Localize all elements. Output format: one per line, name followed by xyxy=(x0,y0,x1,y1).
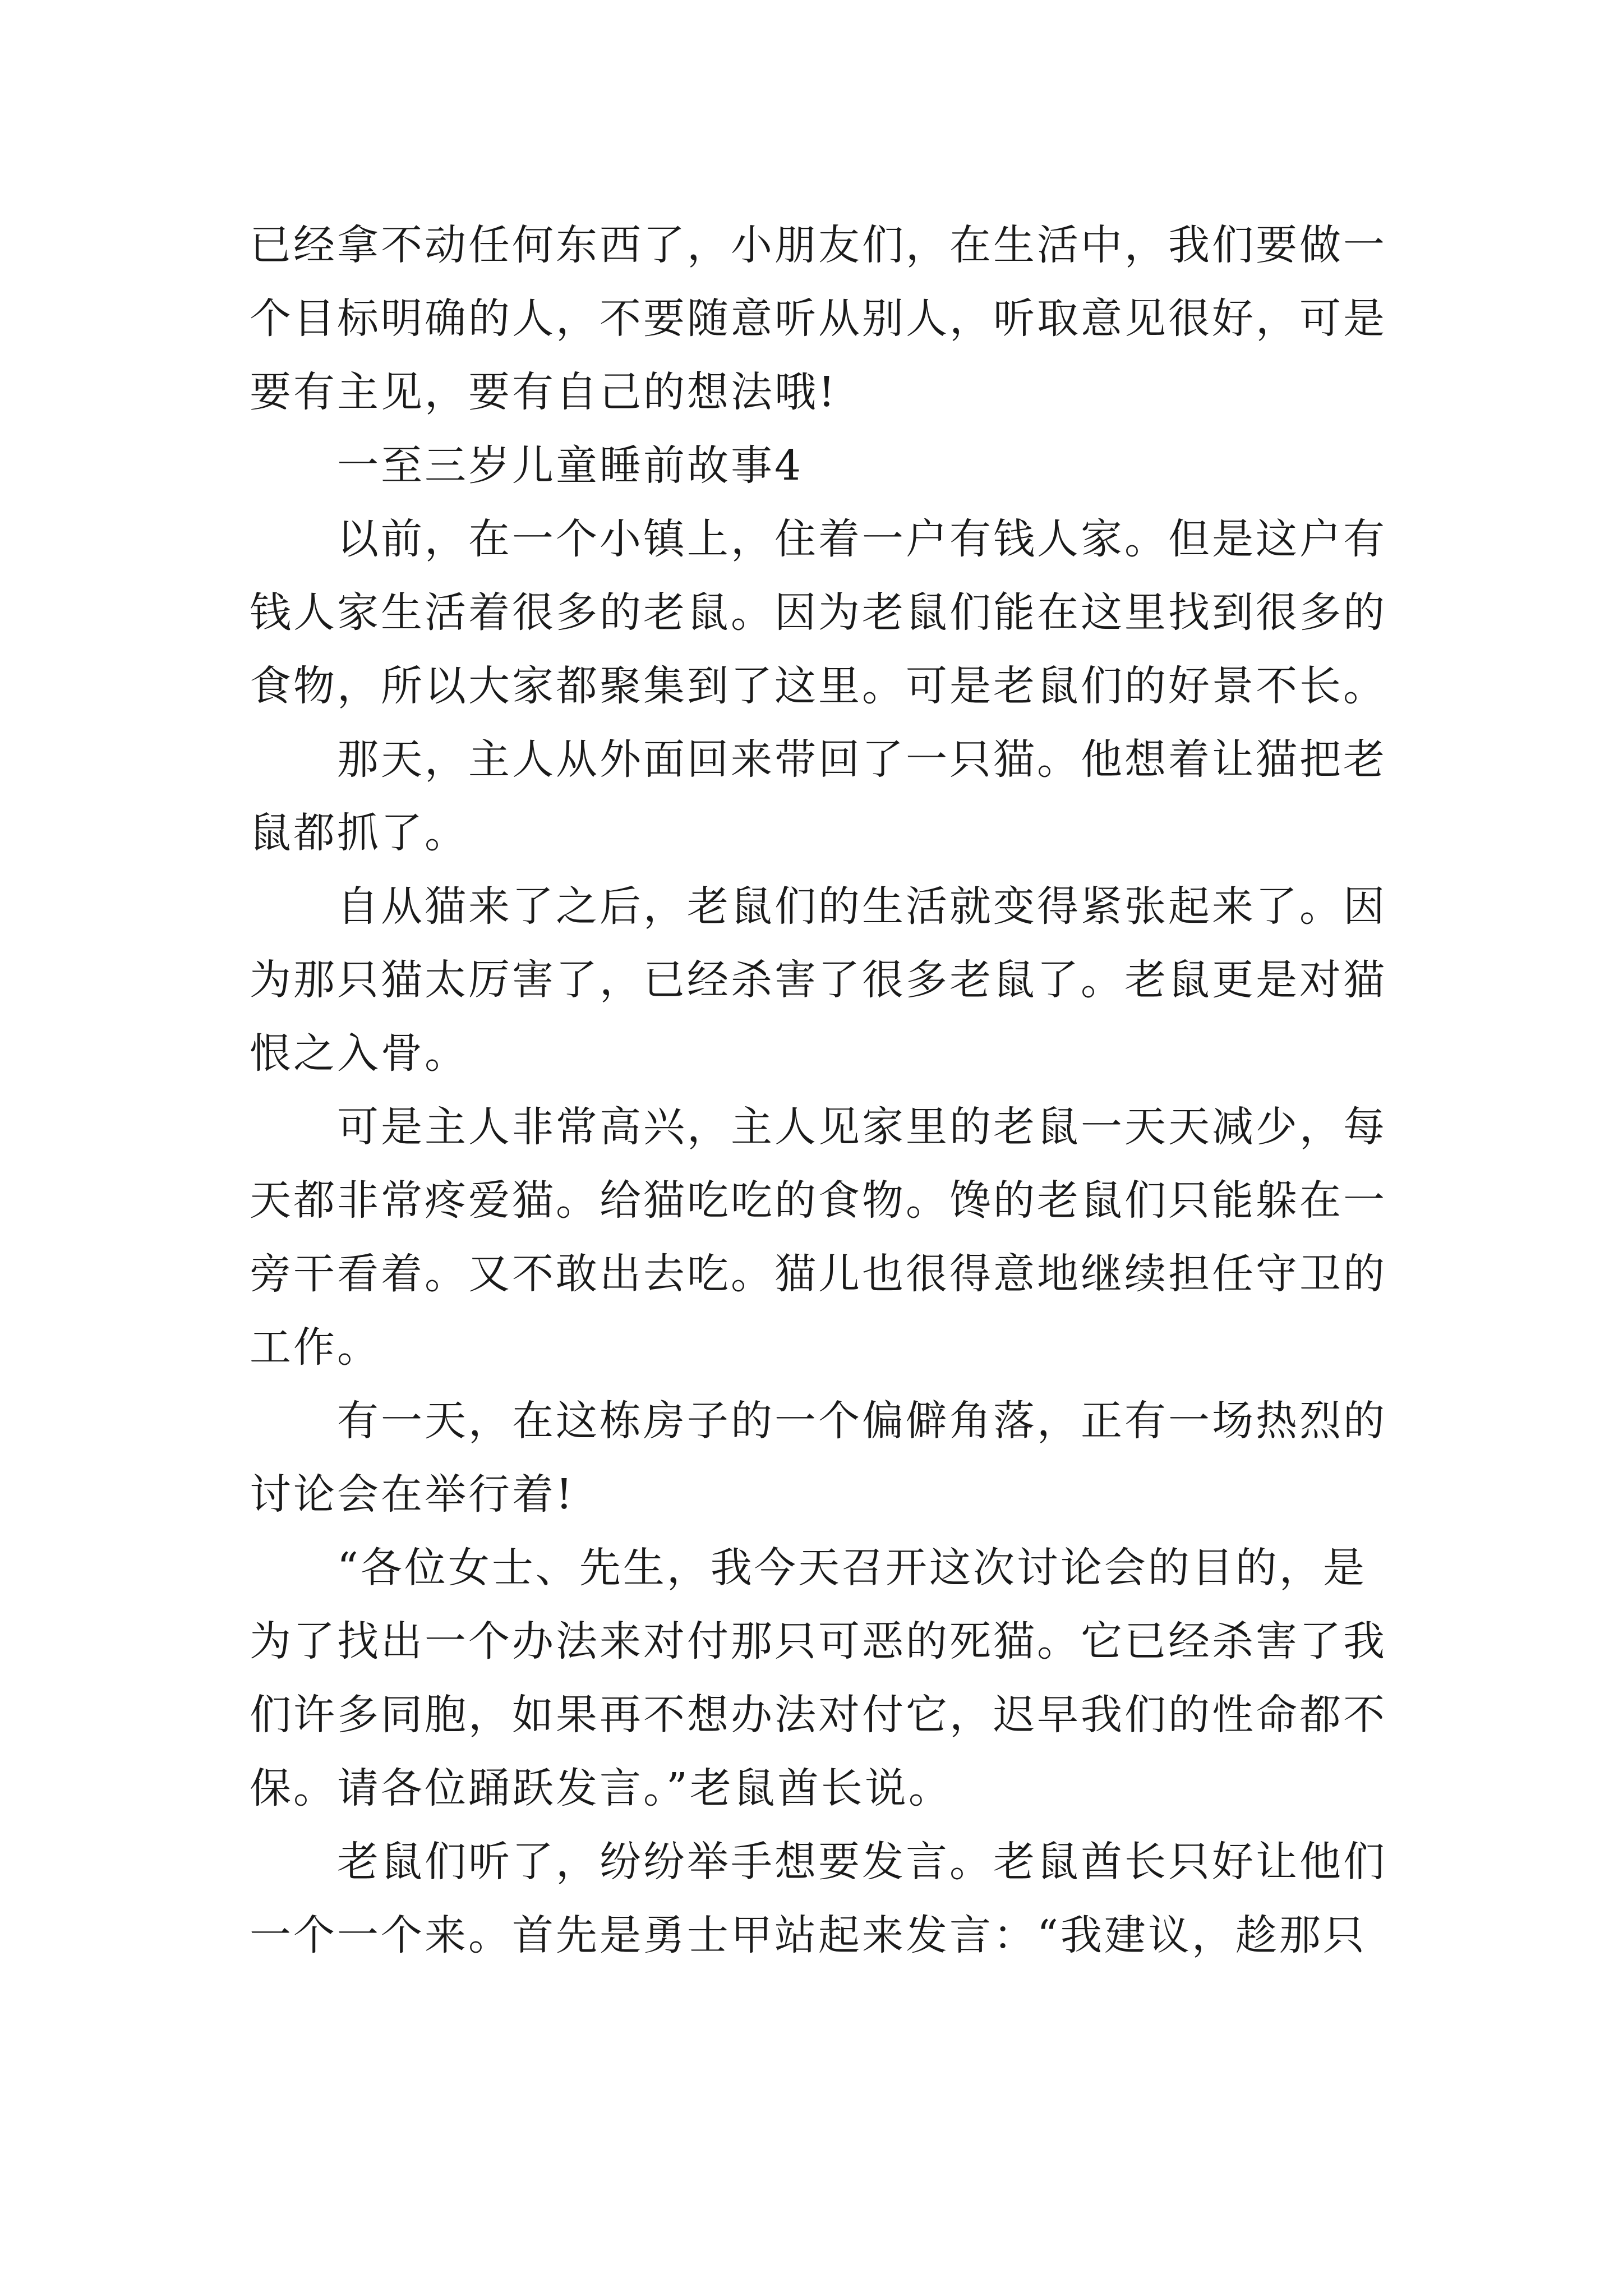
text-line: 们许多同胞，如果再不想办法对付它，迟早我们的性命都不 xyxy=(250,1691,1387,1739)
text-line: 保。请各位踊跃发言。”老鼠酋长说。 xyxy=(250,1764,952,1812)
paragraph-1 xyxy=(250,503,1387,723)
text-line: 可是主人非常高兴，主人见家里的老鼠一天天减少，每 xyxy=(337,1103,1387,1151)
story-title: 一至三岁儿童睡前故事4 xyxy=(337,441,804,490)
text-line: 以前，在一个小镇上，住着一户有钱人家。但是这户有 xyxy=(337,515,1387,563)
text-line: 为那只猫太厉害了，已经杀害了很多老鼠了。老鼠更是对猫 xyxy=(250,956,1387,1004)
paragraph-2 xyxy=(250,723,1387,870)
text-line: 已经拿不动任何东西了，小朋友们，在生活中，我们要做一 xyxy=(250,221,1387,269)
text-line: 一个一个来。首先是勇士甲站起来发言：“我建议，趁那只 xyxy=(250,1911,1367,1959)
paragraph-7 xyxy=(250,1825,1387,1972)
text-line: 要有主见，要有自己的想法哦! xyxy=(250,368,837,416)
paragraph-4 xyxy=(250,1091,1387,1384)
text-line: 那天，主人从外面回来带回了一只猫。他想着让猫把老 xyxy=(337,735,1387,784)
text-line: 恨之入骨。 xyxy=(250,1029,468,1078)
text-line: “各位女士、先生，我今天召开这次讨论会的目的，是 xyxy=(337,1544,1367,1592)
text-line: 钱人家生活着很多的老鼠。因为老鼠们能在这里找到很多的 xyxy=(250,588,1387,637)
paragraph-3 xyxy=(250,870,1387,1091)
text-line: 鼠都抓了。 xyxy=(250,809,468,857)
story-heading xyxy=(250,429,1382,503)
text-line: 个目标明确的人，不要随意听从别人，听取意见很好，可是 xyxy=(250,295,1387,343)
text-line: 老鼠们听了，纷纷举手想要发言。老鼠酋长只好让他们 xyxy=(337,1838,1387,1886)
text-line: 为了找出一个办法来对付那只可恶的死猫。它已经杀害了我 xyxy=(250,1617,1387,1665)
text-line: 工作。 xyxy=(250,1323,381,1372)
paragraph-5 xyxy=(250,1384,1387,1531)
text-line: 自从猫来了之后，老鼠们的生活就变得紧张起来了。因 xyxy=(337,882,1387,931)
text-line: 讨论会在举行着! xyxy=(250,1470,575,1519)
document-body xyxy=(250,209,1387,1972)
text-line: 有一天，在这栋房子的一个偏僻角落，正有一场热烈的 xyxy=(337,1397,1387,1445)
text-line: 天都非常疼爱猫。给猫吃吃的食物。馋的老鼠们只能躲在一 xyxy=(250,1176,1387,1225)
paragraph-6 xyxy=(250,1531,1387,1825)
text-line: 旁干看着。又不敢出去吃。猫儿也很得意地继续担任守卫的 xyxy=(250,1250,1387,1298)
text-line: 食物，所以大家都聚集到了这里。可是老鼠们的好景不长。 xyxy=(250,662,1387,710)
paragraph-intro-ending xyxy=(250,209,1387,429)
